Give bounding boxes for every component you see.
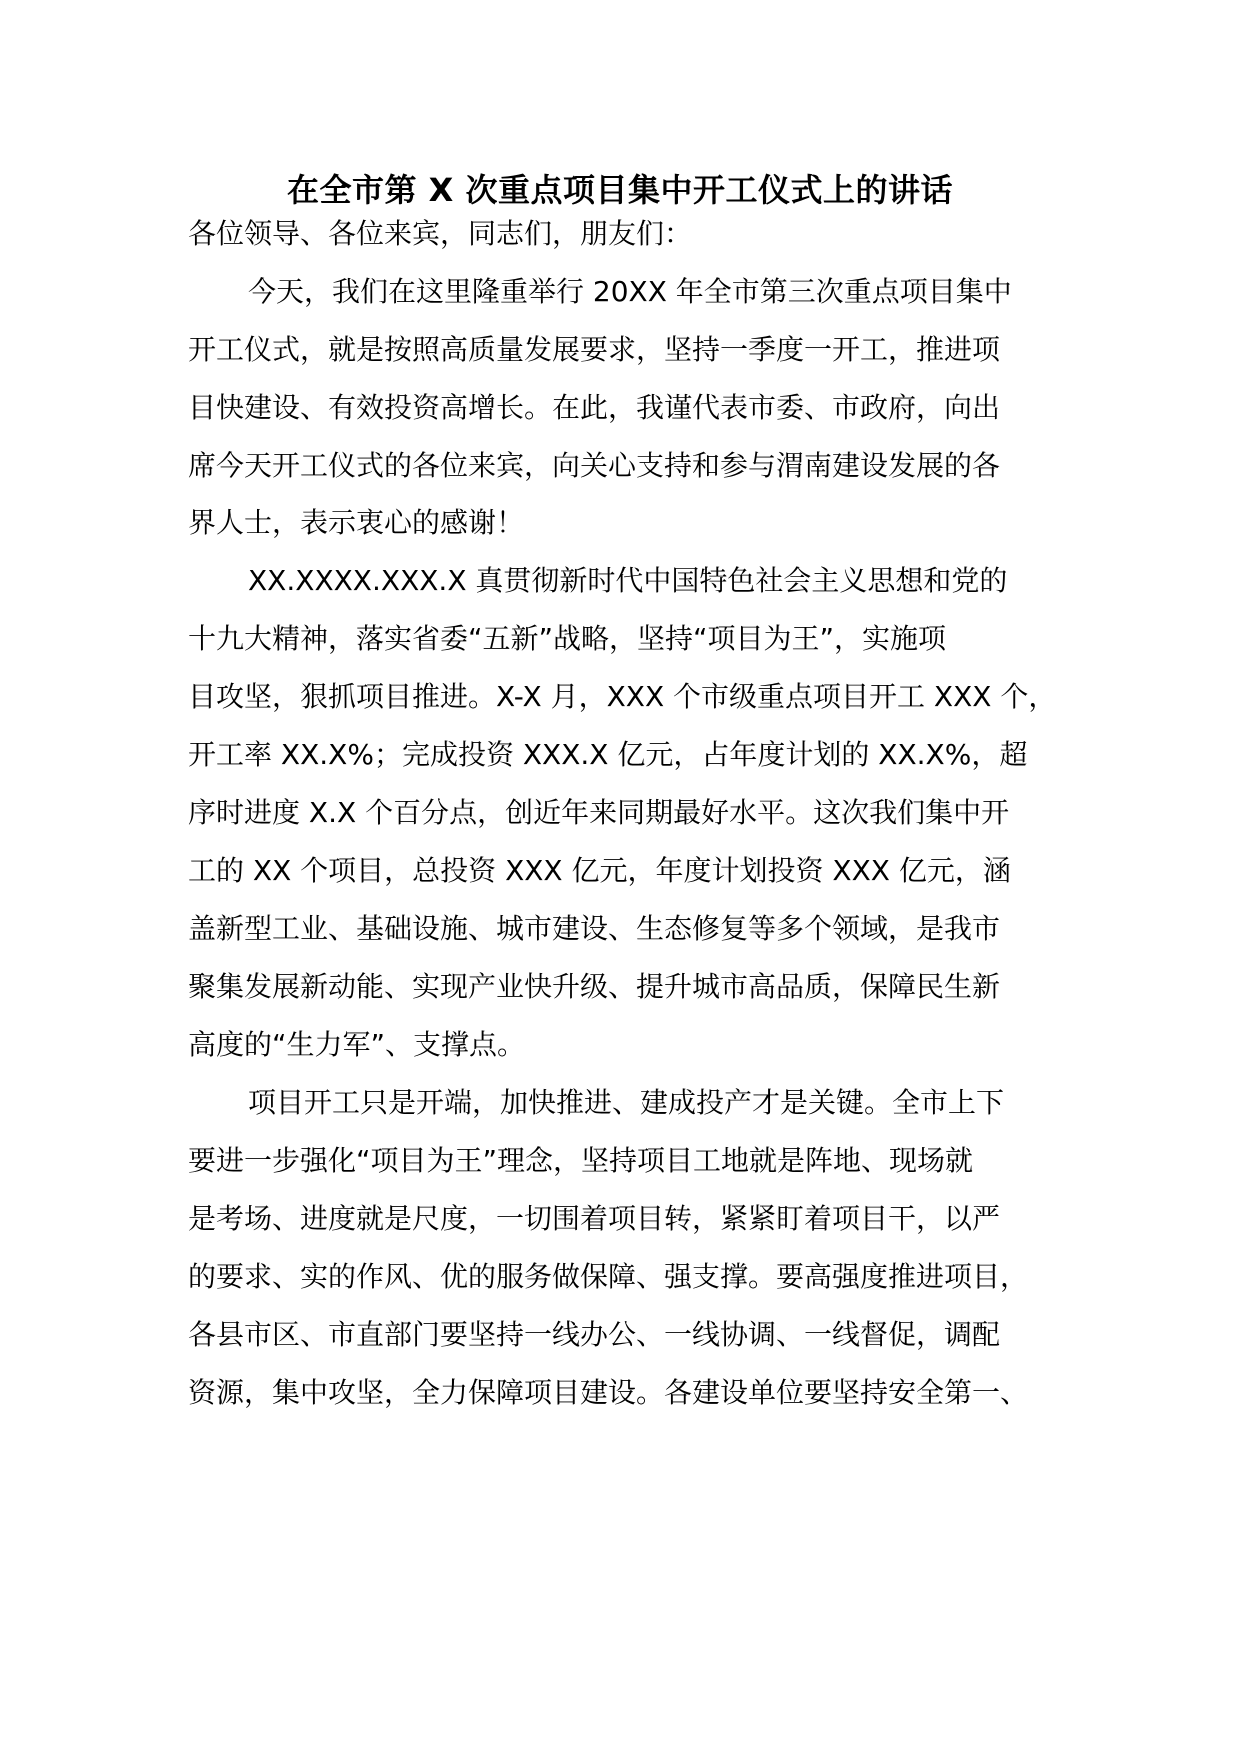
paragraph-3-line-1: 项目开工只是开端，加快推进、建成投产才是关键。全市上下 [248, 1086, 1005, 1119]
paragraph-2-line-6: 工的 XX 个项目，总投资 XXX 亿元，年度计划投资 XXX 亿元，涵 [188, 854, 1011, 887]
paragraph-2-line-4: 开工率 XX.X%；完成投资 XXX.X 亿元，占年度计划的 XX.X%，超 [188, 738, 1028, 771]
paragraph-2-line-2: 十九大精神，落实省委“五新”战略，坚持“项目为王”，实施项 [188, 622, 947, 655]
paragraph-1-line-5: 界人士，表示衷心的感谢！ [188, 506, 525, 539]
paragraph-3-line-2: 要进一步强化“项目为王”理念，坚持项目工地就是阵地、现场就 [188, 1144, 974, 1177]
salutation: 各位领导、各位来宾，同志们，朋友们： [188, 217, 693, 250]
paragraph-1-line-1: 今天，我们在这里隆重举行 20XX 年全市第三次重点项目集中 [248, 275, 1012, 308]
document-title: 在全市第 X 次重点项目集中开工仪式上的讲话 [287, 171, 953, 209]
paragraph-2-line-7: 盖新型工业、基础设施、城市建设、生态修复等多个领域，是我市 [188, 912, 1001, 945]
paragraph-3-line-4: 的要求、实的作风、优的服务做保障、强支撑。要高强度推进项目， [188, 1260, 1029, 1293]
paragraph-3-line-3: 是考场、进度就是尺度，一切围着项目转，紧紧盯着项目干，以严 [188, 1202, 1001, 1235]
paragraph-2-line-3: 目攻坚，狠抓项目推进。X-X 月，XXX 个市级重点项目开工 XXX 个， [188, 680, 1057, 713]
paragraph-2-line-5: 序时进度 X.X 个百分点，创近年来同期最好水平。这次我们集中开 [188, 796, 1010, 829]
paragraph-2-line-9: 高度的“生力军”、支撑点。 [188, 1028, 526, 1061]
paragraph-3-line-5: 各县市区、市直部门要坚持一线办公、一线协调、一线督促，调配 [188, 1318, 1001, 1351]
paragraph-2-line-8: 聚集发展新动能、实现产业快升级、提升城市高品质，保障民生新 [188, 970, 1001, 1003]
paragraph-1-line-2: 开工仪式，就是按照高质量发展要求，坚持一季度一开工，推进项 [188, 333, 1001, 366]
paragraph-1-line-3: 目快建设、有效投资高增长。在此，我谨代表市委、市政府，向出 [188, 391, 1001, 424]
paragraph-2-line-1: XX.XXXX.XXX.X 真贯彻新时代中国特色社会主义思想和党的 [248, 564, 1008, 597]
paragraph-1-line-4: 席今天开工仪式的各位来宾，向关心支持和参与渭南建设发展的各 [188, 449, 1001, 482]
paragraph-3-line-6: 资源，集中攻坚，全力保障项目建设。各建设单位要坚持安全第一、 [188, 1376, 1029, 1409]
